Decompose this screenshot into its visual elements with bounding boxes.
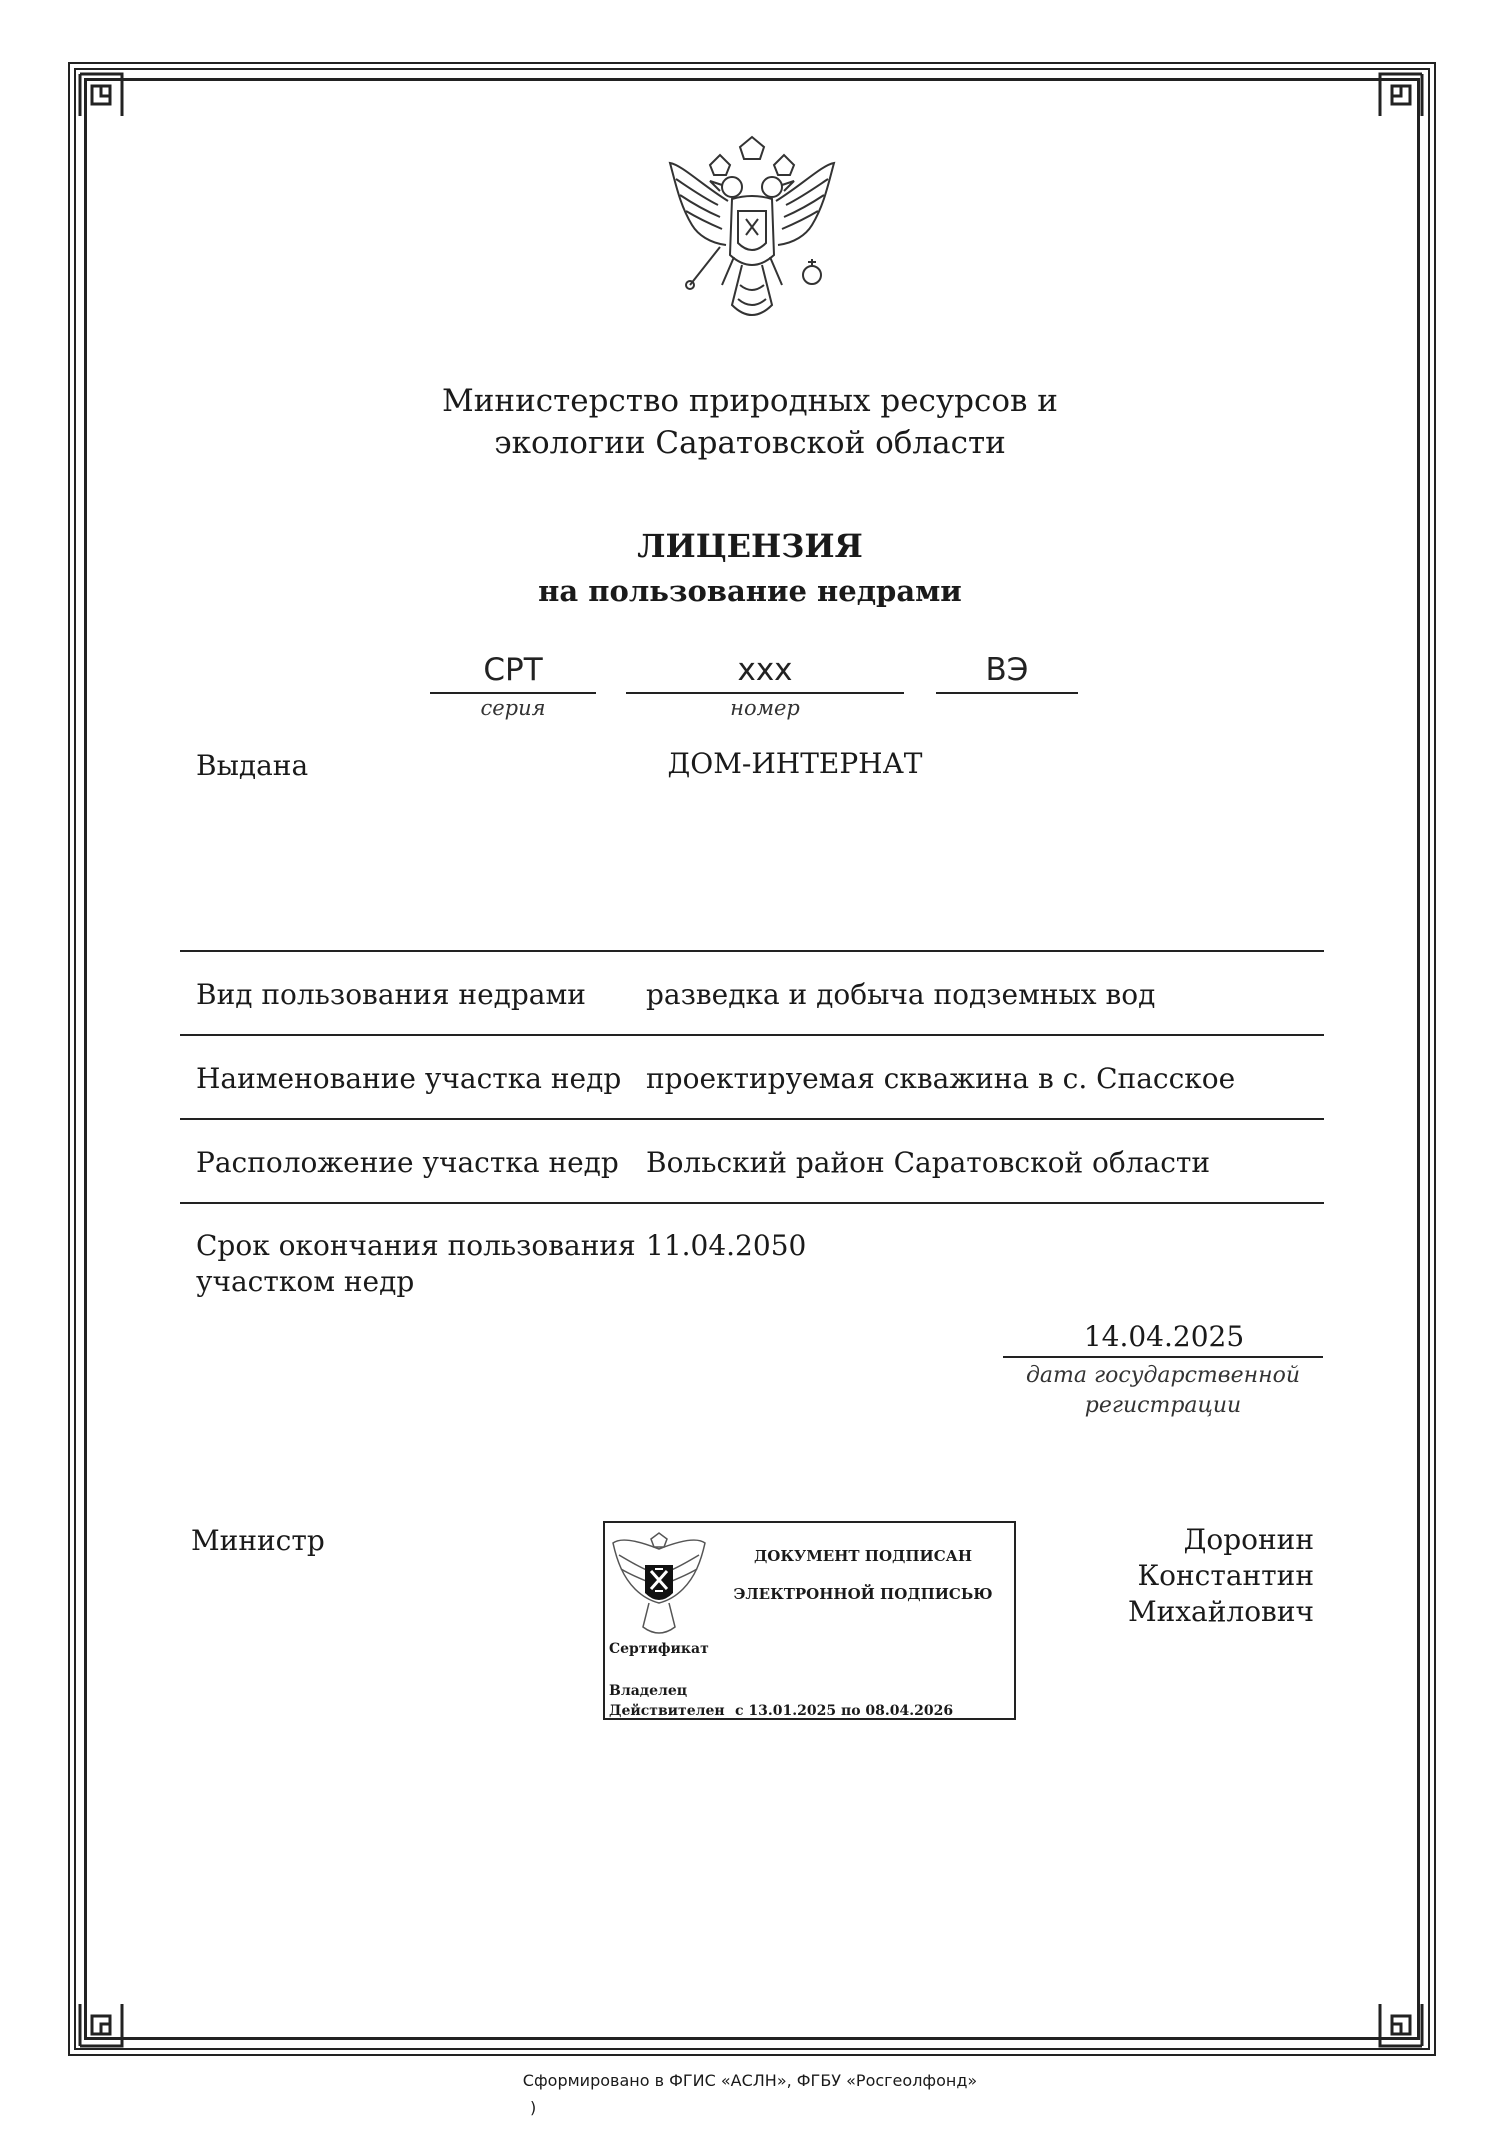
document-title: ЛИЦЕНЗИЯ bbox=[637, 527, 863, 565]
registration-caption-line2: регистрации bbox=[1084, 1393, 1242, 1418]
stamp-title-line2: ЭЛЕКТРОННОЙ ПОДПИСЬЮ bbox=[733, 1585, 993, 1603]
registration-underline bbox=[1003, 1356, 1323, 1358]
footer-source: Сформировано в ФГИС «АСЛН», ФГБУ «Росгеолфонд» bbox=[522, 2071, 978, 2090]
row-value-site-name: проектируемая скважина в с. Спасское bbox=[646, 1062, 1236, 1095]
row-value-site-location: Вольский район Саратовской области bbox=[646, 1146, 1211, 1179]
table-divider bbox=[180, 1034, 1324, 1036]
row-label-end-date-line2: участком недр bbox=[196, 1265, 415, 1298]
signer-name bbox=[1030, 1522, 1314, 1630]
series-underline bbox=[430, 692, 596, 694]
license-series: СРТ bbox=[483, 652, 543, 688]
footer-continuation: ) bbox=[530, 2098, 537, 2117]
registration-date: 14.04.2025 bbox=[1083, 1320, 1245, 1353]
license-number: ххх bbox=[737, 652, 793, 688]
signer-surname: Доронин bbox=[1183, 1523, 1314, 1556]
row-label-site-location: Расположение участка недр bbox=[196, 1146, 619, 1179]
type-underline bbox=[936, 692, 1078, 694]
corner-ornament-icon bbox=[1378, 72, 1424, 118]
registration-caption bbox=[1003, 1361, 1323, 1421]
eagle-emblem-icon bbox=[609, 1531, 709, 1639]
number-underline bbox=[626, 692, 904, 694]
corner-ornament-icon bbox=[1378, 2002, 1424, 2048]
table-divider bbox=[180, 1202, 1324, 1204]
stamp-title-line1: ДОКУМЕНТ ПОДПИСАН bbox=[753, 1547, 973, 1565]
table-divider bbox=[180, 950, 1324, 952]
coat-of-arms-icon bbox=[662, 135, 842, 335]
table-divider bbox=[180, 1118, 1324, 1120]
signer-patronymic: Михайлович bbox=[1127, 1595, 1314, 1628]
number-caption: номер bbox=[730, 696, 800, 720]
row-value-end-date: 11.04.2050 bbox=[646, 1229, 807, 1262]
document-subtitle: на пользование недрами bbox=[538, 574, 962, 608]
electronic-signature-stamp bbox=[603, 1521, 1016, 1720]
row-label-site-name: Наименование участка недр bbox=[196, 1062, 622, 1095]
row-value-usage-type: разведка и добыча подземных вод bbox=[646, 978, 1156, 1011]
issued-label: Выдана bbox=[196, 749, 309, 782]
ministry-name-line2: экологии Саратовской области bbox=[494, 425, 1006, 461]
issued-value: ДОМ-ИНТЕРНАТ bbox=[667, 747, 923, 780]
stamp-owner-label: Владелец bbox=[609, 1683, 688, 1699]
inner-border bbox=[84, 78, 1420, 2040]
corner-ornament-icon bbox=[78, 72, 124, 118]
signer-first-name: Константин bbox=[1137, 1559, 1314, 1592]
ministry-name-line1: Министерство природных ресурсов и bbox=[442, 383, 1058, 419]
row-label-usage-type: Вид пользования недрами bbox=[196, 978, 586, 1011]
license-type: ВЭ bbox=[985, 652, 1029, 688]
corner-ornament-icon bbox=[78, 2002, 124, 2048]
stamp-valid-label: Действителен bbox=[609, 1703, 725, 1719]
row-label-end-date-line1: Срок окончания пользования bbox=[196, 1229, 636, 1262]
series-caption: серия bbox=[480, 696, 546, 720]
signer-position: Министр bbox=[191, 1524, 325, 1557]
stamp-valid-period: с 13.01.2025 по 08.04.2026 bbox=[735, 1703, 954, 1719]
stamp-certificate-label: Сертификат bbox=[609, 1641, 709, 1657]
registration-caption-line1: дата государственной bbox=[1025, 1363, 1301, 1388]
